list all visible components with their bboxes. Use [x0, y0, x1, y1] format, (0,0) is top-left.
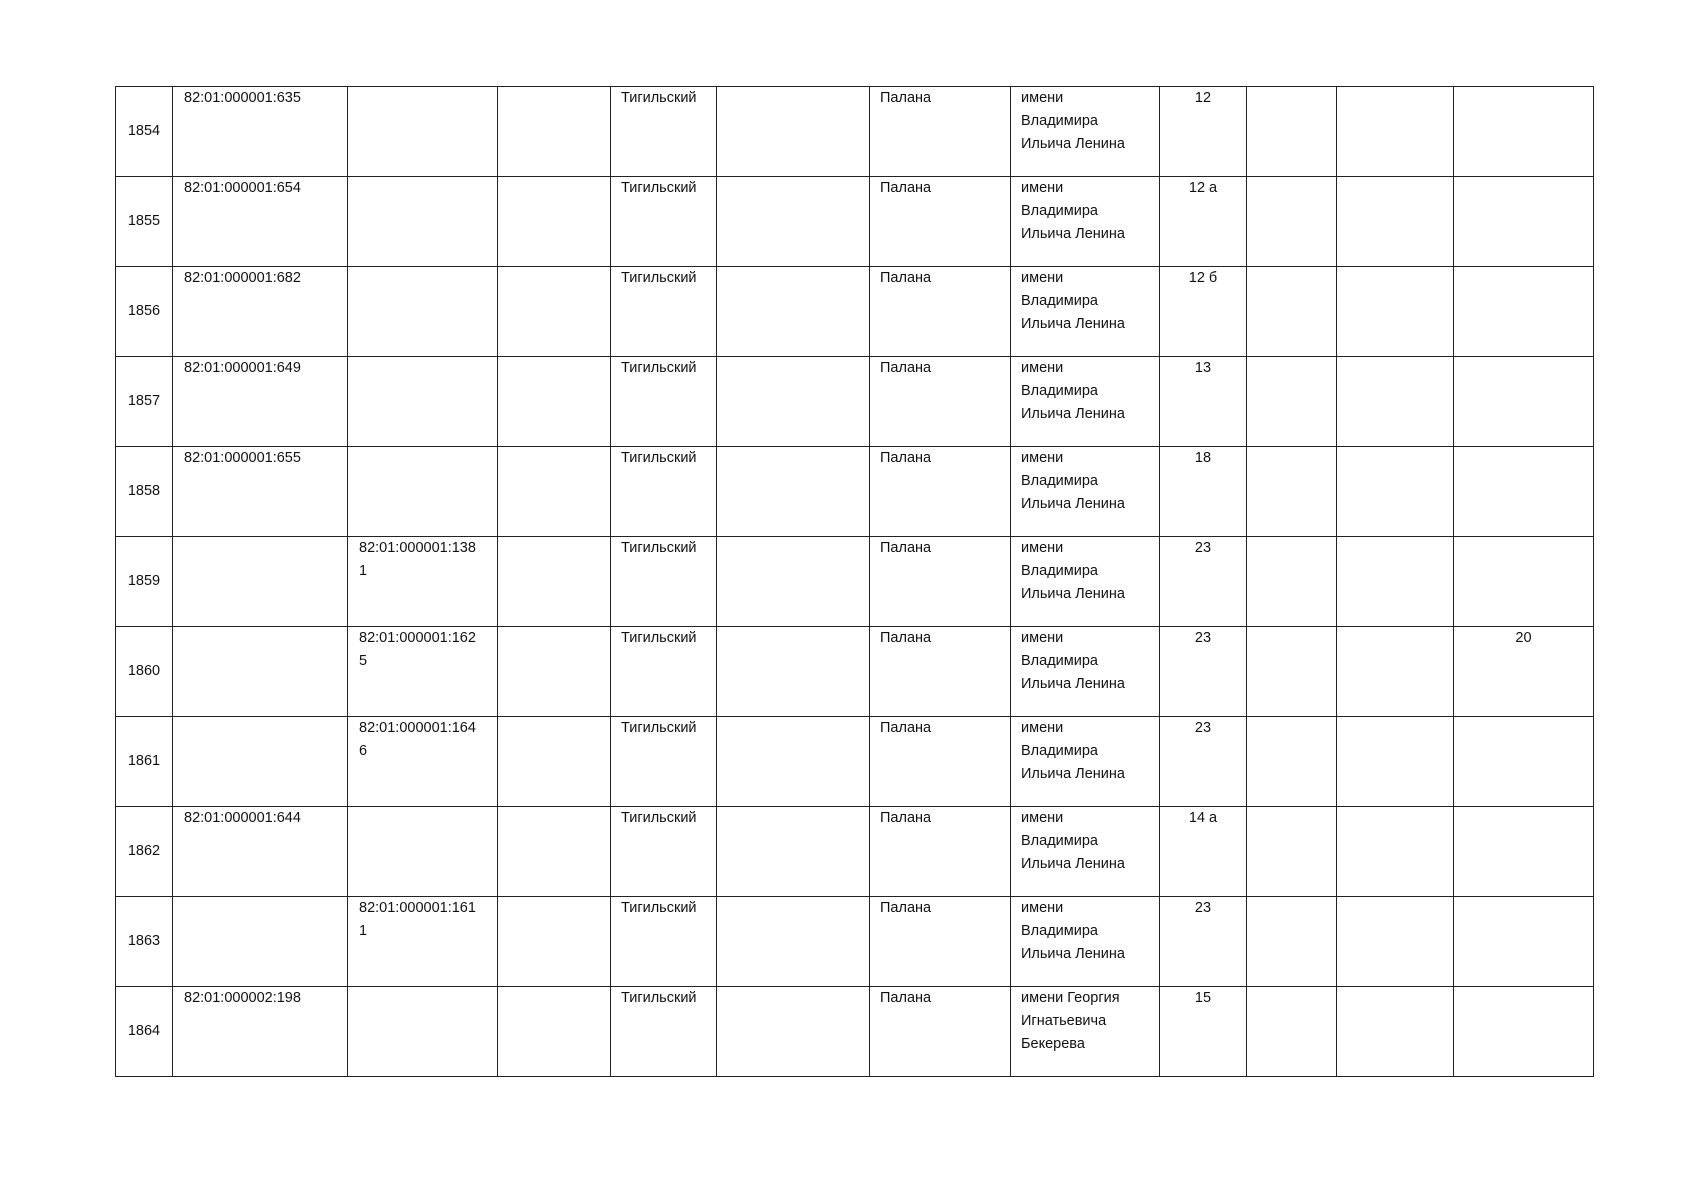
last-column-cell-text: 20: [1515, 630, 1532, 646]
settlement-cell-text: Палана: [880, 90, 932, 106]
cadastral-number-cell-text: 82:01:000001:644: [184, 810, 301, 826]
settlement-cell: [870, 357, 1011, 447]
empty-cell: [498, 357, 611, 447]
empty-cell: [498, 267, 611, 357]
row-number-cell: [116, 447, 173, 537]
empty-cell: [717, 897, 870, 987]
cadastral-number-cell: [173, 987, 348, 1077]
empty-cell: [1337, 717, 1454, 807]
row-number-cell-text: 1863: [127, 933, 161, 949]
street-cell: [1011, 717, 1160, 807]
street-cell: [1011, 627, 1160, 717]
last-column-cell: [1454, 717, 1594, 807]
empty-cell: [498, 177, 611, 267]
building-cadastral-number-cell: [348, 267, 498, 357]
empty-cell: [1337, 807, 1454, 897]
empty-cell: [498, 627, 611, 717]
empty-cell: [1337, 627, 1454, 717]
district-cell: [611, 807, 717, 897]
settlement-cell-text: Палана: [880, 630, 932, 646]
row-number-cell-text: 1856: [127, 303, 161, 319]
row-number-cell-text: 1855: [127, 213, 161, 229]
street-cell-text: имени Владимира Ильича Ленина: [1021, 270, 1125, 332]
building-cadastral-number-cell-text: 82:01:000001:161 1: [359, 900, 476, 939]
last-column-cell: [1454, 897, 1594, 987]
row-number-cell: [116, 987, 173, 1077]
row-number-cell: [116, 177, 173, 267]
settlement-cell: [870, 897, 1011, 987]
street-cell: [1011, 537, 1160, 627]
empty-cell: [717, 87, 870, 177]
district-cell: [611, 897, 717, 987]
empty-cell: [498, 537, 611, 627]
district-cell: [611, 267, 717, 357]
empty-cell: [1247, 627, 1337, 717]
table-row: [116, 447, 1594, 537]
district-cell-text: Тигильский: [621, 810, 697, 826]
empty-cell: [1337, 267, 1454, 357]
registry-table: [115, 86, 1594, 1077]
settlement-cell: [870, 177, 1011, 267]
cadastral-number-cell: [173, 897, 348, 987]
last-column-cell: [1454, 627, 1594, 717]
empty-cell: [717, 807, 870, 897]
cadastral-number-cell-text: 82:01:000001:654: [184, 180, 301, 196]
row-number-cell: [116, 537, 173, 627]
row-number-cell-text: 1858: [127, 483, 161, 499]
street-cell-text: имени Владимира Ильича Ленина: [1021, 450, 1125, 512]
last-column-cell: [1454, 807, 1594, 897]
last-column-cell: [1454, 267, 1594, 357]
cadastral-number-cell-text: 82:01:000001:655: [184, 450, 301, 466]
empty-cell: [1247, 447, 1337, 537]
street-cell: [1011, 357, 1160, 447]
row-number-cell-text: 1864: [127, 1023, 161, 1039]
empty-cell: [498, 447, 611, 537]
empty-cell: [1337, 537, 1454, 627]
empty-cell: [1247, 807, 1337, 897]
last-column-cell: [1454, 357, 1594, 447]
settlement-cell: [870, 537, 1011, 627]
building-cadastral-number-cell: [348, 357, 498, 447]
table-row: [116, 537, 1594, 627]
district-cell-text: Тигильский: [621, 360, 697, 376]
last-column-cell: [1454, 177, 1594, 267]
empty-cell: [717, 267, 870, 357]
table-row: [116, 807, 1594, 897]
cadastral-number-cell: [173, 627, 348, 717]
empty-cell: [717, 537, 870, 627]
street-cell: [1011, 177, 1160, 267]
empty-cell: [1337, 987, 1454, 1077]
building-cadastral-number-cell: [348, 897, 498, 987]
empty-cell: [498, 897, 611, 987]
house-number-cell-text: 23: [1194, 540, 1212, 556]
empty-cell: [498, 987, 611, 1077]
empty-cell: [1247, 537, 1337, 627]
district-cell-text: Тигильский: [621, 540, 697, 556]
empty-cell: [1247, 357, 1337, 447]
district-cell-text: Тигильский: [621, 90, 697, 106]
house-number-cell: [1160, 87, 1247, 177]
building-cadastral-number-cell: [348, 627, 498, 717]
row-number-cell: [116, 897, 173, 987]
district-cell: [611, 627, 717, 717]
house-number-cell-text: 23: [1194, 900, 1212, 916]
row-number-cell: [116, 357, 173, 447]
cadastral-number-cell: [173, 537, 348, 627]
district-cell: [611, 357, 717, 447]
street-cell: [1011, 897, 1160, 987]
table-row: [116, 987, 1594, 1077]
row-number-cell: [116, 267, 173, 357]
street-cell: [1011, 447, 1160, 537]
house-number-cell-text: 12 б: [1188, 270, 1218, 286]
cadastral-number-cell: [173, 717, 348, 807]
house-number-cell: [1160, 897, 1247, 987]
empty-cell: [498, 717, 611, 807]
table-row: [116, 717, 1594, 807]
table-row: [116, 897, 1594, 987]
settlement-cell-text: Палана: [880, 270, 932, 286]
district-cell: [611, 537, 717, 627]
district-cell-text: Тигильский: [621, 450, 697, 466]
cadastral-number-cell: [173, 177, 348, 267]
street-cell: [1011, 267, 1160, 357]
building-cadastral-number-cell-text: 82:01:000001:162 5: [359, 630, 476, 669]
row-number-cell: [116, 627, 173, 717]
house-number-cell-text: 14 а: [1188, 810, 1218, 826]
district-cell: [611, 447, 717, 537]
settlement-cell-text: Палана: [880, 720, 932, 736]
row-number-cell-text: 1854: [127, 123, 161, 139]
row-number-cell-text: 1857: [127, 393, 161, 409]
empty-cell: [1247, 897, 1337, 987]
building-cadastral-number-cell: [348, 447, 498, 537]
empty-cell: [717, 987, 870, 1077]
settlement-cell: [870, 987, 1011, 1077]
building-cadastral-number-cell-text: 82:01:000001:164 6: [359, 720, 476, 759]
row-number-cell: [116, 87, 173, 177]
house-number-cell: [1160, 447, 1247, 537]
last-column-cell: [1454, 447, 1594, 537]
table-row: [116, 87, 1594, 177]
house-number-cell-text: 12 а: [1188, 180, 1218, 196]
building-cadastral-number-cell-text: 82:01:000001:138 1: [359, 540, 476, 579]
empty-cell: [1337, 447, 1454, 537]
table-row: [116, 627, 1594, 717]
district-cell-text: Тигильский: [621, 990, 697, 1006]
settlement-cell: [870, 87, 1011, 177]
street-cell-text: имени Георгия Игнатьевича Бекерева: [1021, 990, 1120, 1052]
empty-cell: [1337, 87, 1454, 177]
house-number-cell: [1160, 177, 1247, 267]
settlement-cell: [870, 447, 1011, 537]
house-number-cell: [1160, 807, 1247, 897]
row-number-cell-text: 1860: [127, 663, 161, 679]
table-body: [116, 87, 1594, 1077]
empty-cell: [717, 357, 870, 447]
street-cell-text: имени Владимира Ильича Ленина: [1021, 540, 1125, 602]
street-cell-text: имени Владимира Ильича Ленина: [1021, 810, 1125, 872]
settlement-cell-text: Палана: [880, 990, 932, 1006]
table-row: [116, 357, 1594, 447]
house-number-cell-text: 23: [1194, 720, 1212, 736]
empty-cell: [1247, 987, 1337, 1077]
empty-cell: [498, 807, 611, 897]
district-cell-text: Тигильский: [621, 630, 697, 646]
row-number-cell-text: 1861: [127, 753, 161, 769]
cadastral-number-cell-text: 82:01:000001:682: [184, 270, 301, 286]
cadastral-number-cell-text: 82:01:000001:635: [184, 90, 301, 106]
house-number-cell: [1160, 627, 1247, 717]
street-cell: [1011, 807, 1160, 897]
table-row: [116, 267, 1594, 357]
cadastral-number-cell: [173, 357, 348, 447]
settlement-cell: [870, 627, 1011, 717]
last-column-cell: [1454, 987, 1594, 1077]
district-cell-text: Тигильский: [621, 720, 697, 736]
empty-cell: [1337, 897, 1454, 987]
street-cell-text: имени Владимира Ильича Ленина: [1021, 360, 1125, 422]
row-number-cell-text: 1862: [127, 843, 161, 859]
street-cell-text: имени Владимира Ильича Ленина: [1021, 90, 1125, 152]
settlement-cell: [870, 267, 1011, 357]
settlement-cell-text: Палана: [880, 450, 932, 466]
district-cell: [611, 987, 717, 1077]
house-number-cell: [1160, 537, 1247, 627]
empty-cell: [717, 717, 870, 807]
building-cadastral-number-cell: [348, 717, 498, 807]
street-cell: [1011, 987, 1160, 1077]
settlement-cell-text: Палана: [880, 180, 932, 196]
district-cell: [611, 87, 717, 177]
house-number-cell-text: 23: [1194, 630, 1212, 646]
settlement-cell: [870, 807, 1011, 897]
district-cell-text: Тигильский: [621, 900, 697, 916]
empty-cell: [1247, 87, 1337, 177]
last-column-cell: [1454, 87, 1594, 177]
building-cadastral-number-cell: [348, 87, 498, 177]
street-cell-text: имени Владимира Ильича Ленина: [1021, 720, 1125, 782]
house-number-cell-text: 13: [1194, 360, 1212, 376]
settlement-cell: [870, 717, 1011, 807]
house-number-cell-text: 18: [1194, 450, 1212, 466]
district-cell-text: Тигильский: [621, 270, 697, 286]
district-cell: [611, 717, 717, 807]
house-number-cell-text: 15: [1194, 990, 1212, 1006]
building-cadastral-number-cell: [348, 177, 498, 267]
row-number-cell-text: 1859: [127, 573, 161, 589]
settlement-cell-text: Палана: [880, 900, 932, 916]
district-cell: [611, 177, 717, 267]
street-cell-text: имени Владимира Ильича Ленина: [1021, 630, 1125, 692]
empty-cell: [1247, 177, 1337, 267]
street-cell-text: имени Владимира Ильича Ленина: [1021, 900, 1125, 962]
empty-cell: [1337, 357, 1454, 447]
house-number-cell: [1160, 267, 1247, 357]
house-number-cell: [1160, 717, 1247, 807]
empty-cell: [717, 177, 870, 267]
building-cadastral-number-cell: [348, 987, 498, 1077]
empty-cell: [498, 87, 611, 177]
last-column-cell: [1454, 537, 1594, 627]
cadastral-number-cell: [173, 807, 348, 897]
district-cell-text: Тигильский: [621, 180, 697, 196]
street-cell-text: имени Владимира Ильича Ленина: [1021, 180, 1125, 242]
cadastral-number-cell: [173, 447, 348, 537]
building-cadastral-number-cell: [348, 807, 498, 897]
cadastral-number-cell-text: 82:01:000001:649: [184, 360, 301, 376]
house-number-cell: [1160, 987, 1247, 1077]
street-cell: [1011, 87, 1160, 177]
settlement-cell-text: Палана: [880, 810, 932, 826]
row-number-cell: [116, 807, 173, 897]
cadastral-number-cell: [173, 87, 348, 177]
table-row: [116, 177, 1594, 267]
row-number-cell: [116, 717, 173, 807]
settlement-cell-text: Палана: [880, 540, 932, 556]
empty-cell: [1247, 267, 1337, 357]
cadastral-number-cell-text: 82:01:000002:198: [184, 990, 301, 1006]
settlement-cell-text: Палана: [880, 360, 932, 376]
house-number-cell-text: 12: [1194, 90, 1212, 106]
building-cadastral-number-cell: [348, 537, 498, 627]
empty-cell: [717, 627, 870, 717]
empty-cell: [1337, 177, 1454, 267]
empty-cell: [1247, 717, 1337, 807]
cadastral-number-cell: [173, 267, 348, 357]
house-number-cell: [1160, 357, 1247, 447]
empty-cell: [717, 447, 870, 537]
